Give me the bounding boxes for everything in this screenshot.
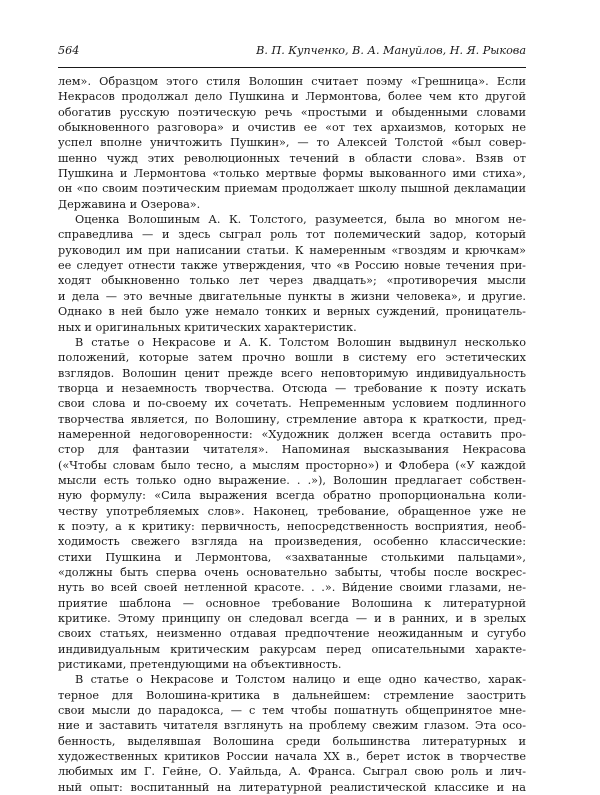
- text-line: приятие шаблона — основное требование Волошина к литературной: [58, 596, 526, 610]
- body-text: [58, 74, 526, 795]
- text-line: намеренной недоговоренности: «Художник должен всегда оставить про-: [58, 427, 526, 441]
- text-line: взглядов. Волошин ценит прежде всего неповторимую индивидуальность: [58, 366, 526, 380]
- text-line: В статье о Некрасове и А. К. Толстом Волошин выдвинул несколько: [75, 335, 526, 349]
- text-line: нуть во всей своей нетленной красоте. . .». Ви́дение своими глазами, не-: [58, 581, 526, 595]
- text-line: бенность, выделявшая Волошина среди большинства литературных и: [58, 734, 526, 748]
- text-line: ходят обыкновенно только лет через двадцать»; «противоречия мысли: [58, 274, 526, 288]
- text-line: ходимость свежего взгляда на произведения, особенно классические:: [58, 535, 526, 549]
- text-line: обогатив русскую поэтическую речь «простыми и обыденными словами: [58, 105, 526, 119]
- text-line: Некрасов продолжал дело Пушкина и Лермонтова, более чем кто другой: [58, 90, 526, 104]
- text-line: успел вполне уничтожить Пушкин», — то Алексей Толстой «был совер-: [58, 136, 526, 150]
- text-line: мысли есть только одно выражение. . .»), Волошин предлагает собствен-: [58, 473, 526, 487]
- text-line: «должны быть сперва очень основательно забыты, чтобы после воскрес-: [58, 566, 526, 579]
- text-line: творчества является, по Волошину, стремление автора к краткости, пред-: [58, 412, 526, 426]
- text-line: стихи Пушкина и Лермонтова, «захватанные столькими пальцами»,: [58, 550, 526, 564]
- text-line: обыкновенного разговора» и очистив ее «от тех архаизмов, которых не: [58, 121, 526, 135]
- text-line: ристиками, претендующими на объективность.: [58, 658, 342, 672]
- text-line: ных и оригинальных критических характеристик.: [58, 320, 357, 334]
- text-line: положений, которые затем прочно вошли в систему его эстетических: [58, 351, 526, 365]
- running-header: [58, 44, 526, 58]
- text-line: свои мысли до парадокса, — с тем чтобы пошатнуть общепринятое мне-: [58, 704, 526, 718]
- text-line: и дела — это вечные двигательные пункты в жизни человека», и другие.: [58, 289, 526, 303]
- text-line: Пушкина и Лермонтова «только мертвые формы выкованного ими стиха»,: [58, 167, 526, 181]
- text-line: лем». Образцом этого стиля Волошин считает поэму «Грешница». Если: [58, 75, 526, 88]
- text-line: ную формулу: «Сила выражения всегда обратно пропорциональна коли-: [58, 489, 526, 503]
- text-line: ние и заставить читателя взглянуть на проблему свежим глазом. Эта осо-: [58, 719, 526, 733]
- text-line: творца и незаемность творчества. Отсюда — требование к поэту искать: [58, 381, 526, 395]
- text-line: терное для Волошина-критика в дальнейшем: стремление заострить: [58, 688, 526, 702]
- page-number: 564: [58, 44, 80, 57]
- text-line: ее следует отнести также утверждения, что «в Россию новые течения при-: [58, 259, 526, 273]
- text-line: художественных критиков России начала XX в., берет исток в творчестве: [58, 750, 526, 764]
- text-line: руководил им при написании статьи. К намеренным «гвоздям и крючкам»: [58, 243, 526, 257]
- text-line: своих статьях, неизменно отдавая предпочтение неожиданным и сугубо: [58, 627, 526, 641]
- text-line: он «по своим поэтическим приемам продолжает школу пышной декламации: [58, 182, 526, 196]
- text-line: («Чтобы словам было тесно, а мыслям просторно») и Флобера («У каждой: [58, 458, 526, 472]
- text-line: шенно чужд этих революционных течений в области слова». Взяв от: [58, 151, 526, 165]
- text-line: ный опыт: воспитанный на литературной реалистической классике и на: [58, 780, 526, 794]
- text-line: свои слова и по-своему их сочетать. Непременным условием подлинного: [58, 397, 526, 411]
- text-line: критике. Этому принципу он следовал всегда — и в ранних, и в зрелых: [58, 612, 526, 626]
- text-line: индивидуальным критическим ракурсам перед описательными характе-: [58, 642, 526, 656]
- header-authors: В. П. Купченко, В. А. Мануйлов, Н. Я. Рыкова: [256, 44, 526, 57]
- text-line: Державина и Озерова».: [58, 197, 201, 211]
- text-line: справедлива — и здесь сыграл роль тот полемический задор, который: [58, 228, 526, 242]
- text-line: Оценка Волошиным А. К. Толстого, разумеется, была во многом не-: [75, 213, 526, 227]
- header-rule: [58, 67, 526, 68]
- text-line: стор для фантазии читателя». Напоминая высказывания Некрасова: [58, 443, 526, 457]
- text-line: честву употребляемых слов». Наконец, требование, обращенное уже не: [58, 504, 526, 518]
- text-line: любимых им Г. Гейне, О. Уайльда, А. Франса. Сыграл свою роль и лич-: [58, 765, 526, 779]
- text-line: В статье о Некрасове и Толстом налицо и еще одно качество, харак-: [75, 673, 526, 687]
- text-line: к поэту, а к критику: первичность, непосредственность восприятия, необ-: [58, 519, 526, 533]
- text-line: Однако в ней было уже немало тонких и верных суждений, проницатель-: [58, 305, 526, 319]
